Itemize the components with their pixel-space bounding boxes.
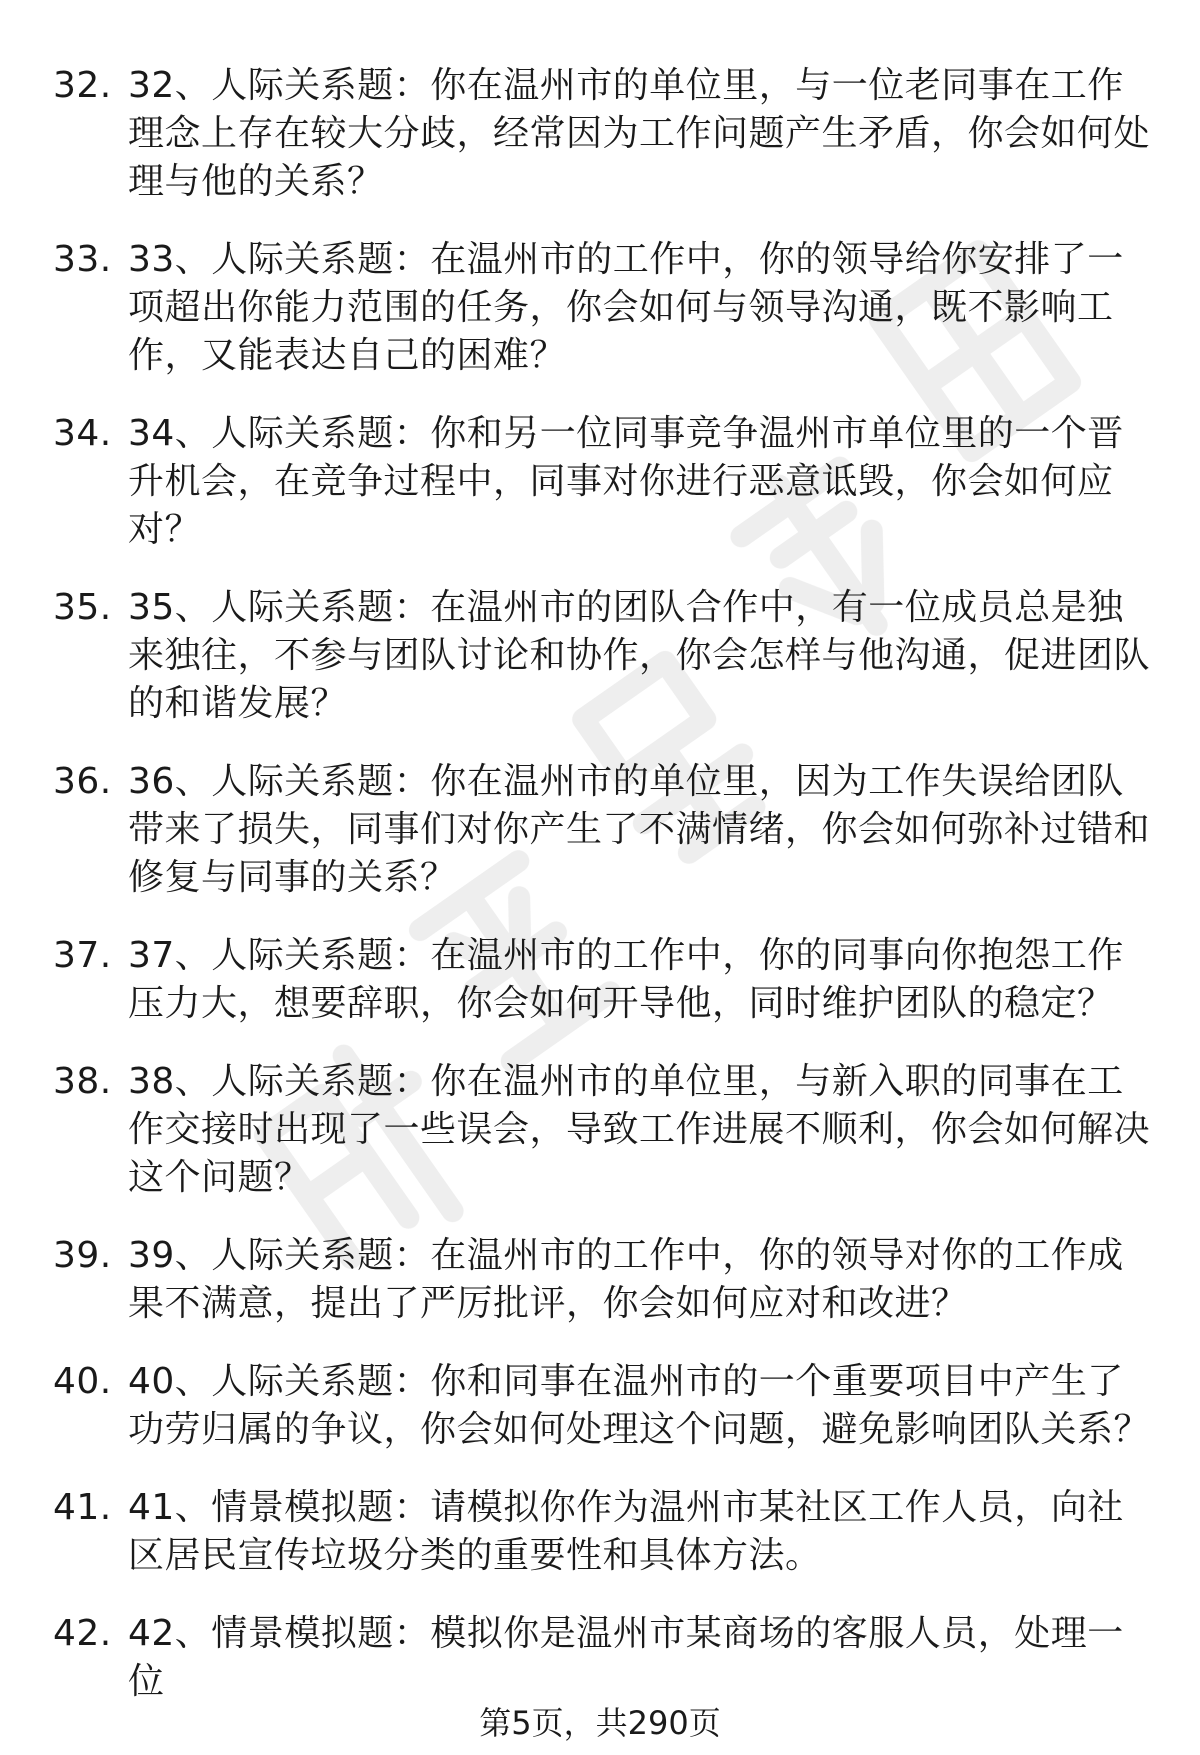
list-item xyxy=(0,1610,1200,1706)
question-number: 39. xyxy=(53,1235,112,1276)
question-number: 42. xyxy=(53,1613,112,1654)
list-item xyxy=(0,932,1200,1028)
question-number: 37. xyxy=(53,935,112,976)
question-number: 38. xyxy=(53,1061,112,1102)
question-number: 34. xyxy=(53,413,112,454)
list-item xyxy=(0,410,1200,554)
question-text: 38、人际关系题：你在温州市的单位里，与新入职的同事在工作交接时出现了一些误会，导致工作进展不顺利，你会如何解决这个问题？ xyxy=(128,1061,1151,1198)
list-item xyxy=(0,1058,1200,1202)
list-item xyxy=(0,236,1200,380)
list-item xyxy=(0,1232,1200,1328)
list-item xyxy=(0,584,1200,728)
question-number: 33. xyxy=(53,239,112,280)
page-footer xyxy=(0,1703,1200,1743)
question-text: 37、人际关系题：在温州市的工作中，你的同事向你抱怨工作压力大，想要辞职，你会如何开导他，同时维护团队的稳定？ xyxy=(128,935,1124,1024)
question-number: 40. xyxy=(53,1361,112,1402)
page-number: 第5页，共290页 xyxy=(479,1704,721,1742)
question-text: 33、人际关系题：在温州市的工作中，你的领导给你安排了一项超出你能力范围的任务，你会如何与领导沟通，既不影响工作，又能表达自己的困难？ xyxy=(128,239,1124,376)
question-text: 41、情景模拟题：请模拟你作为温州市某社区工作人员，向社区居民宣传垃圾分类的重要性和具体方法。 xyxy=(128,1487,1124,1576)
question-text: 39、人际关系题：在温州市的工作中，你的领导对你的工作成果不满意，提出了严厉批评，你会如何应对和改进？ xyxy=(128,1235,1124,1324)
question-text: 35、人际关系题：在温州市的团队合作中，有一位成员总是独来独往，不参与团队讨论和协作，你会怎样与他沟通，促进团队的和谐发展？ xyxy=(128,587,1151,724)
question-number: 41. xyxy=(53,1487,112,1528)
question-list xyxy=(0,62,1200,1736)
question-text: 32、人际关系题：你在温州市的单位里，与一位老同事在工作理念上存在较大分歧，经常因为工作问题产生矛盾，你会如何处理与他的关系？ xyxy=(128,65,1151,202)
question-number: 35. xyxy=(53,587,112,628)
question-text: 34、人际关系题：你和另一位同事竞争温州市单位里的一个晋升机会，在竞争过程中，同事对你进行恶意诋毁，你会如何应对？ xyxy=(128,413,1124,550)
list-item xyxy=(0,1358,1200,1454)
list-item xyxy=(0,62,1200,206)
question-number: 36. xyxy=(53,761,112,802)
question-number: 32. xyxy=(53,65,112,106)
question-text: 36、人际关系题：你在温州市的单位里，因为工作失误给团队带来了损失，同事们对你产生了不满情绪，你会如何弥补过错和修复与同事的关系？ xyxy=(128,761,1151,898)
question-text: 42、情景模拟题：模拟你是温州市某商场的客服人员，处理一位 xyxy=(128,1613,1124,1702)
list-item xyxy=(0,1484,1200,1580)
question-text: 40、人际关系题：你和同事在温州市的一个重要项目中产生了功劳归属的争议，你会如何处理这个问题，避免影响团队关系？ xyxy=(128,1361,1151,1450)
list-item xyxy=(0,758,1200,902)
